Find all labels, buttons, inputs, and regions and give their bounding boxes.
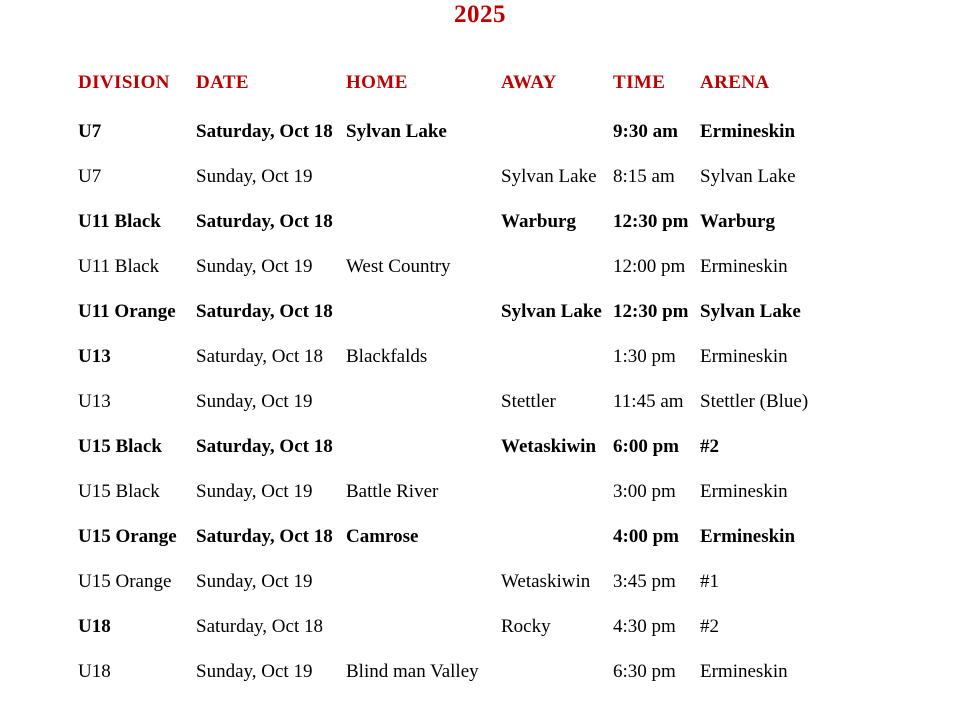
cell-arena: Ermineskin: [700, 346, 788, 367]
table-row: [78, 435, 884, 480]
cell-away: Sylvan Lake: [501, 301, 602, 322]
cell-time: 8:15 am: [613, 166, 675, 187]
cell-arena: Warburg: [700, 211, 775, 232]
cell-time: 3:00 pm: [613, 481, 676, 502]
cell-time: 3:45 pm: [613, 571, 676, 592]
cell-away: [501, 660, 613, 705]
cell-away: Stettler: [501, 391, 556, 412]
cell-division: U7: [78, 121, 102, 142]
column-header-date: DATE: [196, 72, 249, 93]
cell-arena: Ermineskin: [700, 481, 788, 502]
cell-arena: Ermineskin: [700, 661, 788, 682]
cell-away: Warburg: [501, 211, 576, 232]
cell-home: Sylvan Lake: [346, 121, 447, 142]
table-row: [78, 615, 884, 660]
cell-home: [346, 300, 501, 345]
column-header-away: AWAY: [501, 72, 557, 93]
cell-time: 1:30 pm: [613, 346, 676, 367]
cell-time: 12:30 pm: [613, 301, 689, 322]
table-row: [78, 660, 884, 705]
cell-away: Sylvan Lake: [501, 166, 597, 187]
page-title: 2025: [454, 1, 506, 28]
column-header-home: HOME: [346, 72, 408, 93]
cell-division: U15 Black: [78, 436, 162, 457]
table-row: [78, 255, 884, 300]
table-row: [78, 120, 884, 165]
table-row: [78, 525, 884, 570]
table-row: [78, 300, 884, 345]
cell-arena: Ermineskin: [700, 121, 796, 142]
cell-arena: Ermineskin: [700, 526, 796, 547]
cell-date: Saturday, Oct 18: [196, 211, 333, 232]
schedule-table: [78, 72, 884, 705]
cell-division: U7: [78, 166, 102, 187]
table-row: [78, 480, 884, 525]
cell-division: U15 Orange: [78, 526, 177, 547]
cell-time: 6:00 pm: [613, 436, 679, 457]
cell-arena: #2: [700, 616, 719, 637]
table-header: [78, 72, 884, 120]
cell-time: 12:30 pm: [613, 211, 689, 232]
cell-arena: Sylvan Lake: [700, 301, 801, 322]
table-row: [78, 390, 884, 435]
cell-date: Saturday, Oct 18: [196, 121, 333, 142]
cell-date: Saturday, Oct 18: [196, 526, 333, 547]
cell-home: [346, 390, 501, 435]
cell-home: [346, 210, 501, 255]
cell-date: Saturday, Oct 18: [196, 616, 323, 637]
cell-date: Saturday, Oct 18: [196, 436, 333, 457]
cell-time: 4:30 pm: [613, 616, 676, 637]
cell-arena: Sylvan Lake: [700, 166, 796, 187]
cell-date: Saturday, Oct 18: [196, 301, 333, 322]
cell-home: [346, 615, 501, 660]
cell-time: 12:00 pm: [613, 256, 686, 277]
table-row: [78, 210, 884, 255]
cell-away: [501, 345, 613, 390]
cell-time: 6:30 pm: [613, 661, 676, 682]
cell-away: [501, 255, 613, 300]
table-row: [78, 165, 884, 210]
cell-division: U13: [78, 391, 111, 412]
cell-away: [501, 120, 613, 165]
table-row: [78, 570, 884, 615]
cell-arena: Stettler (Blue): [700, 391, 809, 412]
cell-home: Blackfalds: [346, 346, 428, 367]
cell-date: Sunday, Oct 19: [196, 256, 313, 277]
column-header-arena: ARENA: [700, 72, 770, 93]
column-header-time: TIME: [613, 72, 666, 93]
cell-division: U13: [78, 346, 111, 367]
cell-division: U11 Black: [78, 256, 160, 277]
table-body: [78, 120, 884, 705]
cell-division: U15 Orange: [78, 571, 172, 592]
cell-date: Sunday, Oct 19: [196, 166, 313, 187]
cell-home: West Country: [346, 256, 451, 277]
cell-date: Sunday, Oct 19: [196, 661, 313, 682]
cell-date: Sunday, Oct 19: [196, 571, 313, 592]
cell-division: U18: [78, 661, 111, 682]
cell-away: [501, 525, 613, 570]
cell-time: 9:30 am: [613, 121, 678, 142]
table-header-row: [78, 72, 884, 120]
cell-arena: #2: [700, 436, 719, 457]
cell-home: Battle River: [346, 481, 439, 502]
cell-date: Sunday, Oct 19: [196, 391, 313, 412]
cell-time: 4:00 pm: [613, 526, 679, 547]
cell-division: U18: [78, 616, 111, 637]
cell-division: U11 Orange: [78, 301, 176, 322]
cell-home: [346, 570, 501, 615]
cell-division: U11 Black: [78, 211, 161, 232]
cell-home: [346, 435, 501, 480]
cell-division: U15 Black: [78, 481, 160, 502]
cell-date: Sunday, Oct 19: [196, 481, 313, 502]
cell-home: Camrose: [346, 526, 419, 547]
cell-home: [346, 165, 501, 210]
cell-away: Wetaskiwin: [501, 571, 591, 592]
cell-date: Saturday, Oct 18: [196, 346, 323, 367]
cell-arena: #1: [700, 571, 719, 592]
schedule-section: [0, 72, 960, 705]
table-row: [78, 345, 884, 390]
column-header-division: DIVISION: [78, 72, 170, 93]
cell-time: 11:45 am: [613, 391, 684, 412]
cell-away: [501, 480, 613, 525]
cell-arena: Ermineskin: [700, 256, 788, 277]
cell-home: Blind man Valley: [346, 661, 479, 682]
cell-away: Wetaskiwin: [501, 436, 597, 457]
cell-away: Rocky: [501, 616, 551, 637]
